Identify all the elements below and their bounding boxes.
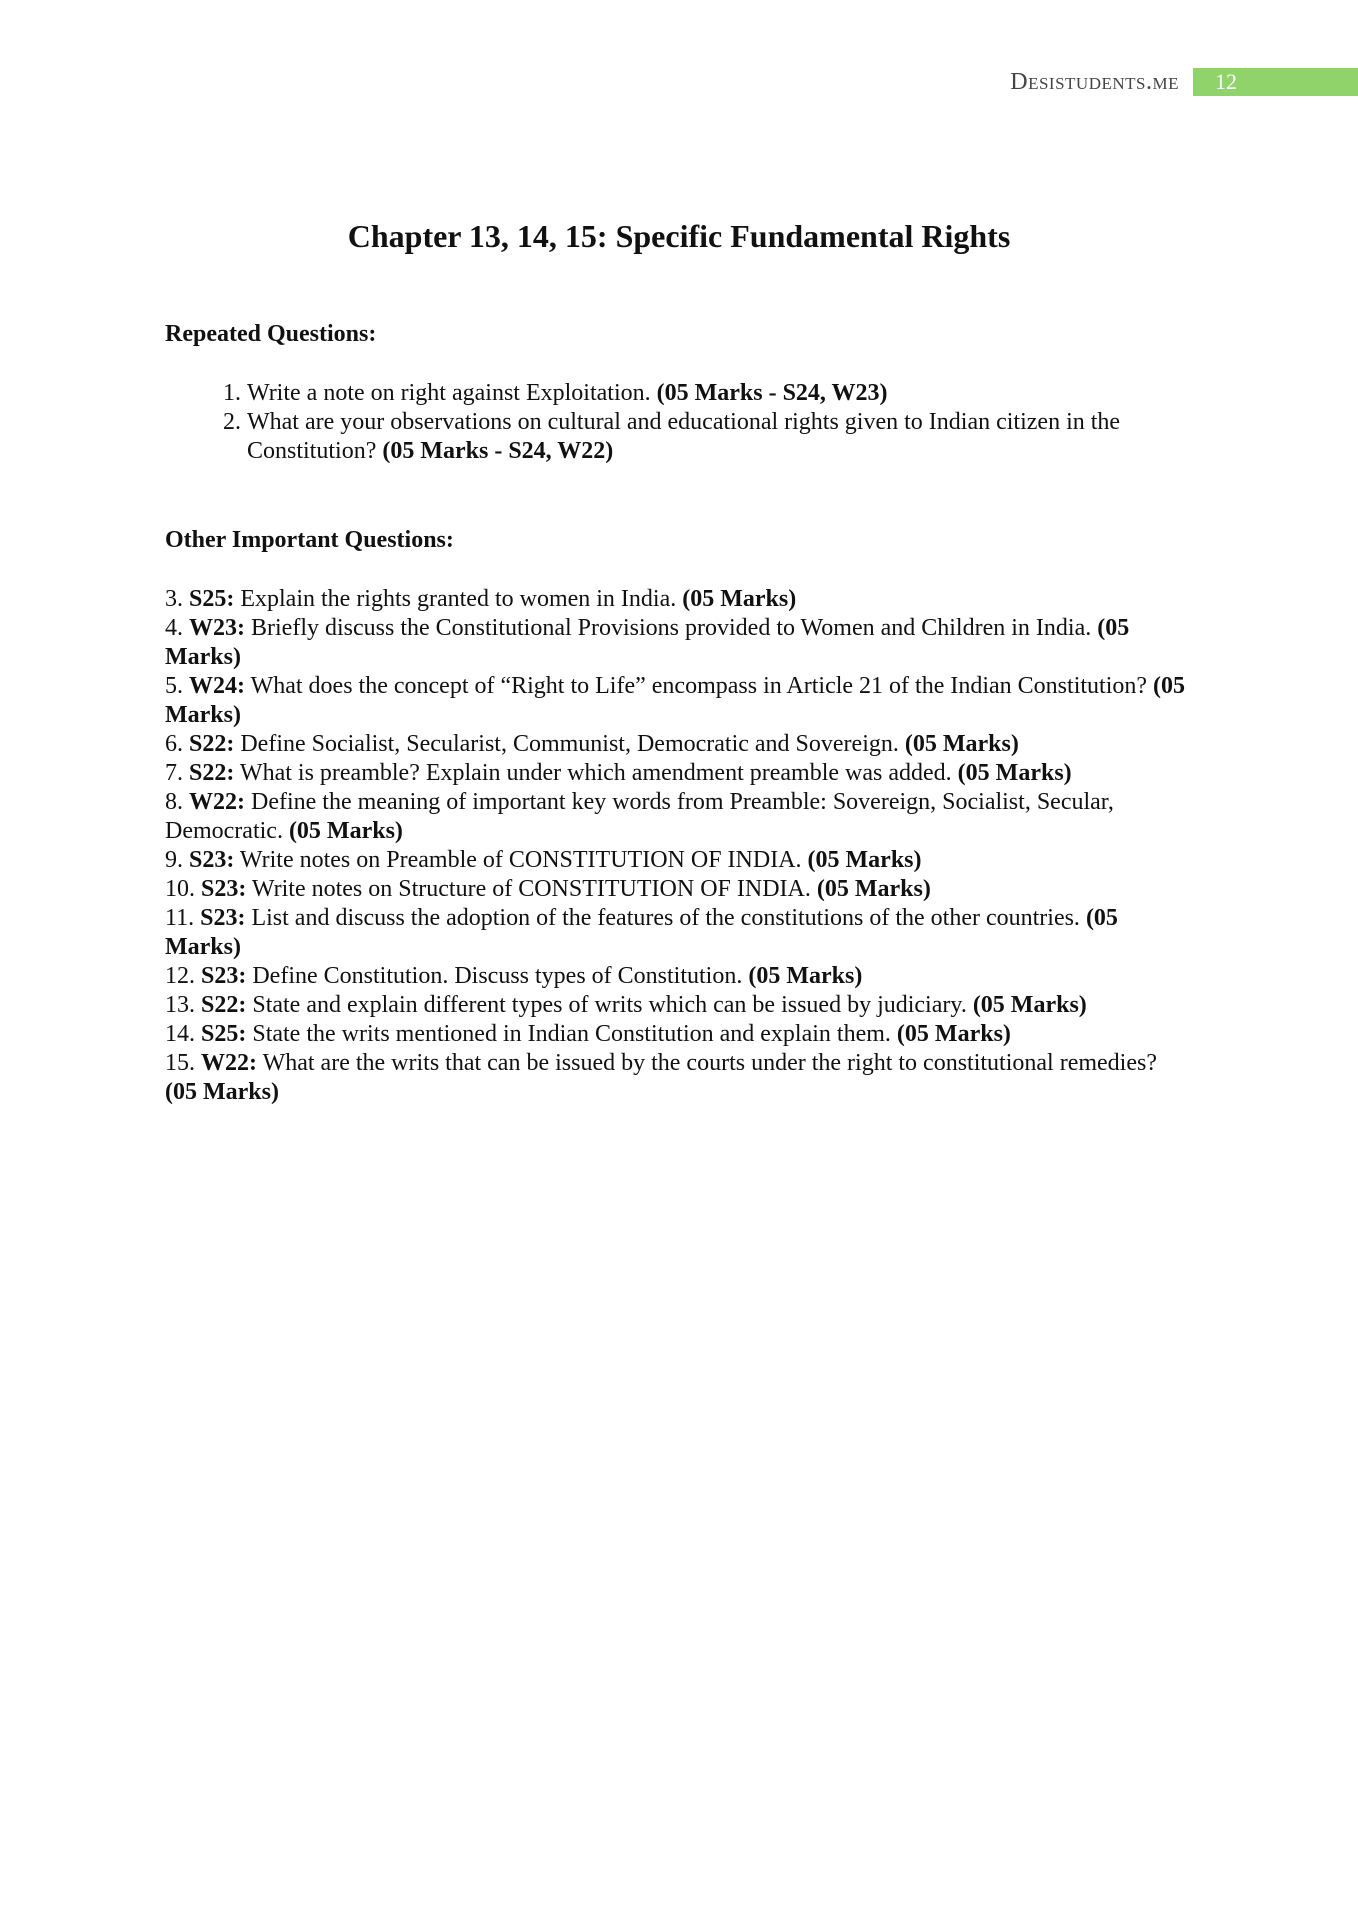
question-text: Write notes on Preamble of CONSTITUTION OF INDIA. (239, 847, 802, 873)
list-item (165, 672, 1185, 730)
question-number: 5. (165, 673, 183, 699)
question-marks: (05 Marks) (165, 615, 1130, 670)
question-text: Define the meaning of important key words from Preamble: Sovereign, Socialist, Secular, Democratic. (165, 789, 1114, 844)
question-marks: (05 Marks) (288, 818, 403, 844)
question-marks: (05 Marks) (816, 876, 931, 902)
question-code: W22: (189, 789, 245, 815)
question-text: State the writs mentioned in Indian Constitution and explain them. (252, 1021, 891, 1047)
question-number: 10. (165, 876, 195, 902)
list-item (165, 1049, 1185, 1107)
question-number: 6. (165, 731, 183, 757)
question-code: S22: (189, 760, 235, 786)
question-text: State and explain different types of writs which can be issued by judiciary. (252, 992, 967, 1018)
page-header (1010, 68, 1358, 96)
question-number: 3. (165, 586, 183, 612)
question-code: S23: (201, 876, 247, 902)
question-marks: (05 Marks) (904, 731, 1019, 757)
list-item (165, 730, 1185, 759)
list-item (165, 962, 1185, 991)
question-number: 14. (165, 1021, 195, 1047)
question-code: S22: (201, 992, 247, 1018)
list-item (165, 1020, 1185, 1049)
list-item (165, 614, 1185, 672)
question-text: What are the writs that can be issued by the courts under the right to constitutional remedies? (262, 1050, 1157, 1076)
question-text: List and discuss the adoption of the features of the constitutions of the other countries. (251, 905, 1080, 931)
question-number: 15. (165, 1050, 195, 1076)
question-code: S23: (201, 963, 247, 989)
list-item (165, 875, 1185, 904)
page-title: Chapter 13, 14, 15: Specific Fundamental Rights (347, 218, 1011, 254)
question-text: What is preamble? Explain under which amendment preamble was added. (239, 760, 952, 786)
question-text: What does the concept of “Right to Life” encompass in Article 21 of the Indian Constitution? (250, 673, 1148, 699)
question-marks: (05 Marks - S24, W22) (382, 438, 614, 464)
list-item (165, 585, 1185, 614)
question-text: Write notes on Structure of CONSTITUTION OF INDIA. (251, 876, 811, 902)
question-text: What are your observations on cultural and educational rights given to Indian citizen in the Constitution? (247, 409, 1121, 464)
list-item (165, 788, 1185, 846)
document-body (165, 320, 1185, 1107)
other-questions-list (165, 585, 1185, 1107)
question-code: S23: (200, 905, 246, 931)
question-text: Briefly discuss the Constitutional Provisions provided to Women and Children in India. (251, 615, 1092, 641)
list-item (247, 408, 1185, 466)
question-number: 7. (165, 760, 183, 786)
question-number: 12. (165, 963, 195, 989)
question-text: Define Socialist, Secularist, Communist, Democratic and Sovereign. (240, 731, 899, 757)
question-marks: (05 Marks) (165, 673, 1186, 728)
question-marks: (05 Marks) (748, 963, 863, 989)
question-marks: (05 Marks) (957, 760, 1072, 786)
other-questions-heading: Other Important Questions: (165, 527, 454, 553)
question-number: 9. (165, 847, 183, 873)
question-marks: (05 Marks) (972, 992, 1087, 1018)
question-code: S25: (189, 586, 235, 612)
question-code: S22: (189, 731, 235, 757)
list-item (165, 991, 1185, 1020)
question-text: Define Constitution. Discuss types of Constitution. (252, 963, 743, 989)
list-item (165, 846, 1185, 875)
site-name: Desistudents.me (1010, 68, 1179, 95)
question-marks: (05 Marks) (165, 1079, 279, 1105)
question-marks: (05 Marks) (896, 1021, 1011, 1047)
question-code: W24: (189, 673, 245, 699)
question-text: Write a note on right against Exploitation. (247, 380, 651, 406)
question-number: 8. (165, 789, 183, 815)
question-code: S25: (201, 1021, 247, 1047)
question-marks: (05 Marks - S24, W23) (656, 380, 888, 406)
page-number: 12 (1193, 68, 1358, 96)
repeated-questions-list (165, 379, 1185, 466)
question-code: W23: (189, 615, 245, 641)
question-marks: (05 Marks) (807, 847, 922, 873)
repeated-questions-heading: Repeated Questions: (165, 321, 377, 347)
question-marks: (05 Marks) (165, 905, 1118, 960)
list-item (165, 759, 1185, 788)
question-number: 13. (165, 992, 195, 1018)
question-code: S23: (189, 847, 235, 873)
question-marks: (05 Marks) (682, 586, 797, 612)
question-number: 4. (165, 615, 183, 641)
list-item (165, 904, 1185, 962)
list-item (247, 379, 1185, 408)
question-text: Explain the rights granted to women in India. (240, 586, 677, 612)
question-code: W22: (201, 1050, 257, 1076)
question-number: 11. (165, 905, 195, 931)
